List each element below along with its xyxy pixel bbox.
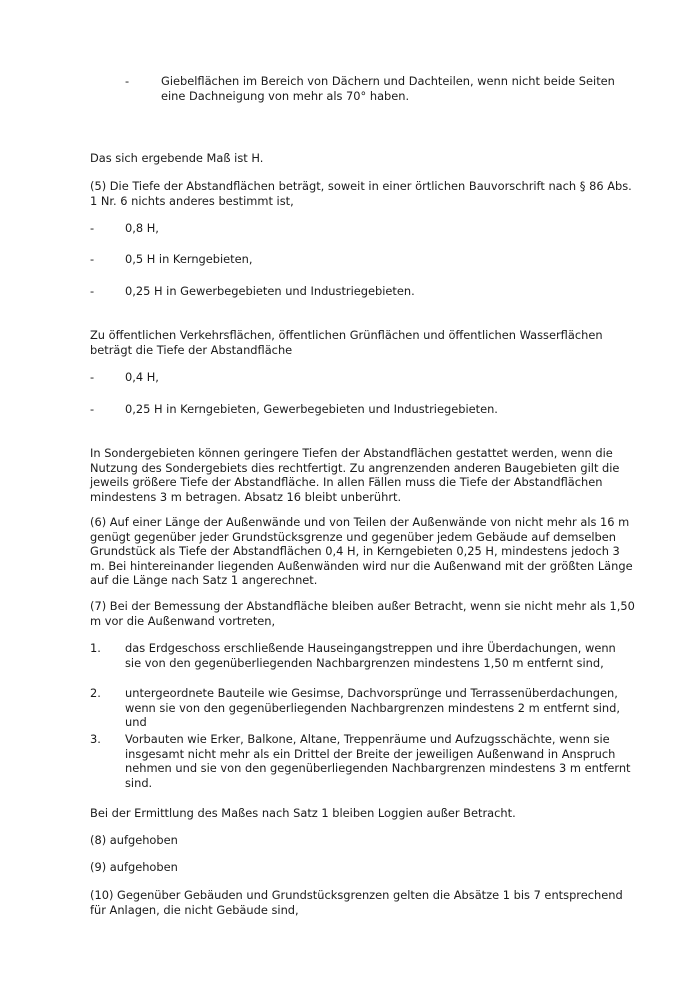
list-number: 3.	[90, 732, 101, 746]
list-item-text: 0,4 H,	[125, 370, 159, 384]
list-bullet: -	[90, 252, 95, 266]
paragraph-10: (10) Gegenüber Gebäuden und Grundstücksgrenzen gelten die Absätze 1 bis 7 entsprechend für Anlagen, die nicht Gebäude sind,	[90, 888, 623, 917]
list-item-text: das Erdgeschoss erschließende Hauseingangstreppen und ihre Überdachungen, wenn sie von den gegenüberliegenden Nachbargrenzen mindestens 1,50 m entfernt sind,	[125, 641, 616, 670]
special-areas-paragraph: In Sondergebieten können geringere Tiefen der Abstandflächen gestattet werden, wenn die Nutzung des Sondergebiets dies rechtfertigt. Zu angrenzenden anderen Baugebieten gilt die jeweils größere Tiefe der Abstandfläche. In allen Fällen muss die Tiefe der Abstandflächen mindestens 3 m betragen. Absatz 16 bleibt unberührt.	[90, 446, 620, 504]
list-item-text: 0,8 H,	[125, 221, 159, 235]
list-bullet: -	[90, 284, 95, 298]
list-item-text: 0,25 H in Gewerbegebieten und Industriegebieten.	[125, 284, 415, 298]
public-areas-paragraph: Zu öffentlichen Verkehrsflächen, öffentlichen Grünflächen und öffentlichen Wasserflächen beträgt die Tiefe der Abstandfläche	[90, 328, 603, 357]
list-item-text: Giebelflächen im Bereich von Dächern und Dachteilen, wenn nicht beide Seiten eine Dachneigung von mehr als 70° haben.	[161, 74, 615, 103]
paragraph-6: (6) Auf einer Länge der Außenwände und von Teilen der Außenwände von nicht mehr als 16 m genügt gegenüber jeder Grundstücksgrenze und gegenüber jedem Gebäude auf demselben Grundstück als Tiefe der Abstandflächen 0,4 H, in Kerngebieten 0,25 H, mindestens jedoch 3 m. Bei hintereinander liegenden Außenwänden wird nur die Außenwand mit der größten Länge auf die Länge nach Satz 1 angerechnet.	[90, 515, 633, 588]
list-number: 1.	[90, 641, 101, 655]
list-item-text: 0,5 H in Kerngebieten,	[125, 252, 253, 266]
measure-paragraph: Das sich ergebende Maß ist H.	[90, 151, 264, 165]
list-bullet: -	[125, 74, 130, 88]
list-item-text: 0,25 H in Kerngebieten, Gewerbegebieten und Industriegebieten.	[125, 402, 498, 416]
paragraph-7: (7) Bei der Bemessung der Abstandfläche bleiben außer Betracht, wenn sie nicht mehr als 1,50 m vor die Außenwand vortreten,	[90, 599, 635, 628]
list-item-text: untergeordnete Bauteile wie Gesimse, Dachvorsprünge und Terrassenüberdachungen, wenn sie von den gegenüberliegenden Nachbargrenzen mindestens 2 m entfernt sind, und	[125, 686, 620, 730]
list-bullet: -	[90, 370, 95, 384]
list-number: 2.	[90, 686, 101, 700]
paragraph-5: (5) Die Tiefe der Abstandflächen beträgt, soweit in einer örtlichen Bauvorschrift nach § 86 Abs. 1 Nr. 6 nichts anderes bestimmt ist,	[90, 179, 632, 208]
list-bullet: -	[90, 402, 95, 416]
list-bullet: -	[90, 221, 95, 235]
paragraph-9: (9) aufgehoben	[90, 860, 178, 874]
paragraph-8: (8) aufgehoben	[90, 833, 178, 847]
loggia-paragraph: Bei der Ermittlung des Maßes nach Satz 1 bleiben Loggien außer Betracht.	[90, 806, 516, 820]
list-item-text: Vorbauten wie Erker, Balkone, Altane, Treppenräume und Aufzugsschächte, wenn sie insgesamt nicht mehr als ein Drittel der Breite der jeweiligen Außenwand in Anspruch nehmen und sie von den gegenüberliegenden Nachbargrenzen mindestens 3 m entfernt sind.	[125, 732, 631, 790]
